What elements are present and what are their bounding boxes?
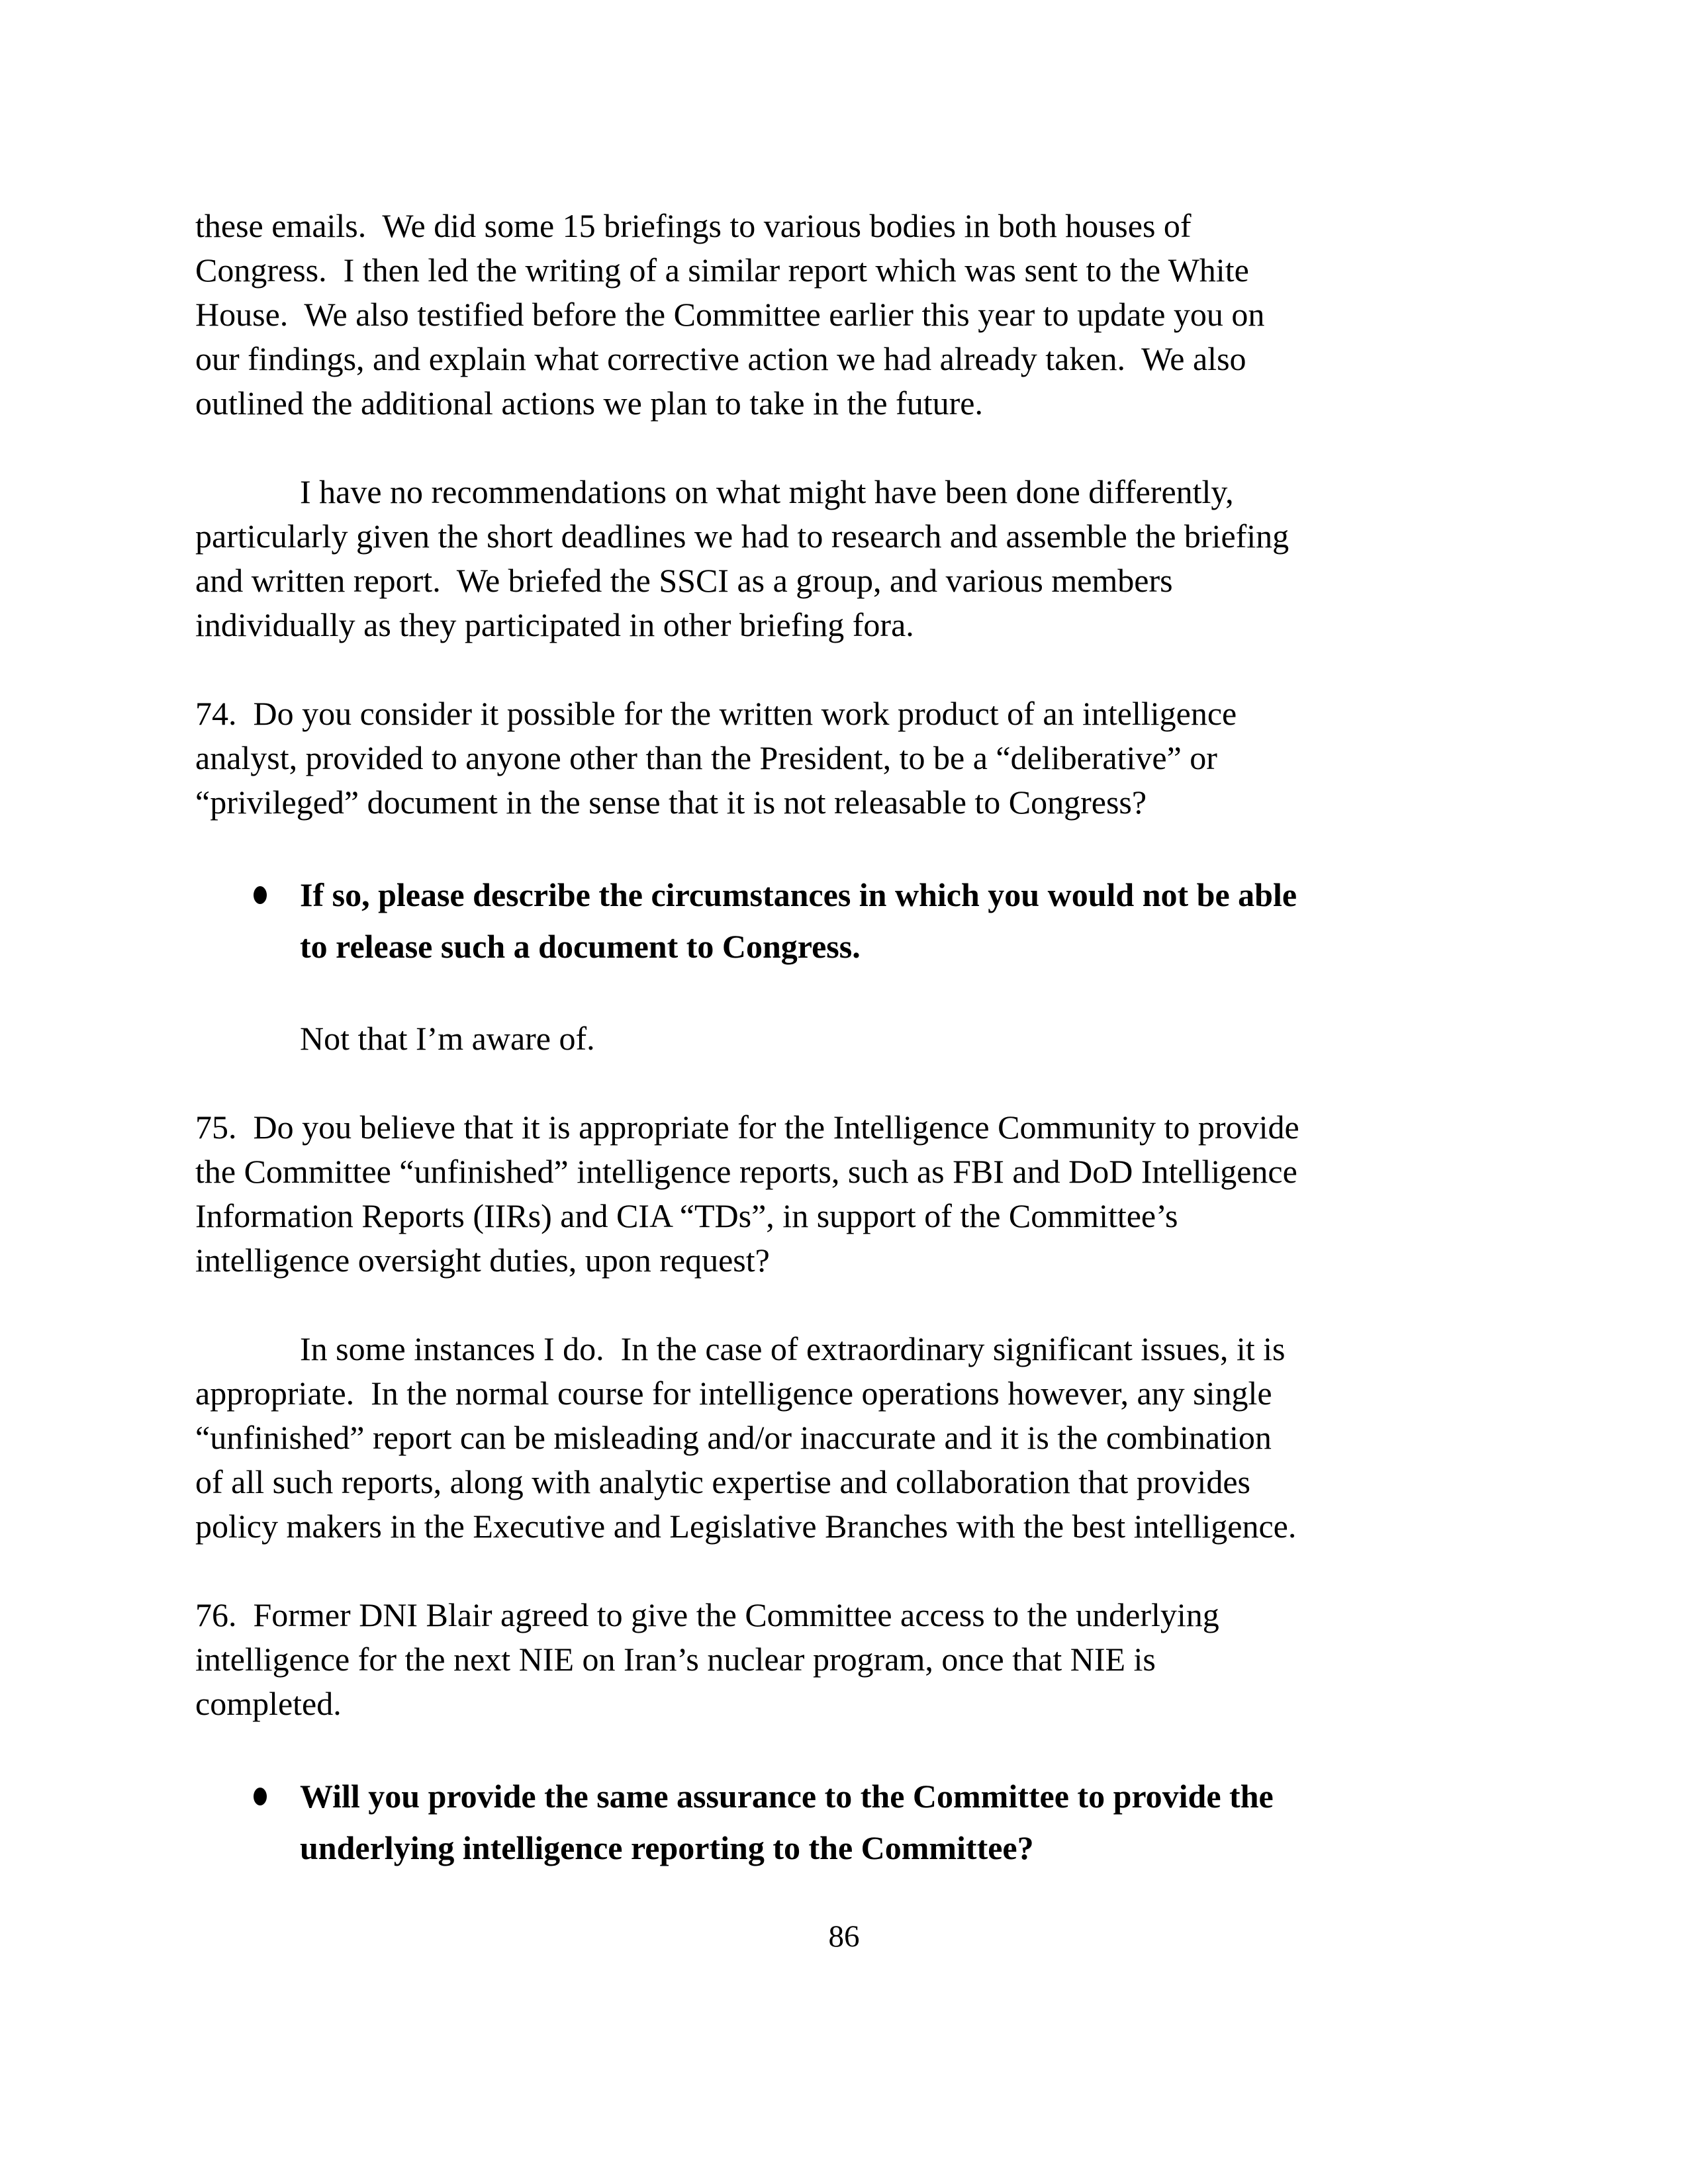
text-line: Congress. I then led the writing of a similar report which was sent to the White bbox=[195, 251, 1249, 289]
text-line: outlined the additional actions we plan to take in the future. bbox=[195, 385, 983, 422]
text-line: these emails. We did some 15 briefings to various bodies in both houses of bbox=[195, 207, 1192, 244]
text-line: the Committee “unfinished” intelligence reports, such as FBI and DoD Intelligence bbox=[195, 1153, 1297, 1190]
text-line: Will you provide the same assurance to the Committee to provide the bbox=[300, 1778, 1274, 1815]
document-body bbox=[195, 204, 1503, 1874]
bullet-icon bbox=[254, 886, 267, 904]
question-block bbox=[195, 1105, 1503, 1283]
text-line: intelligence for the next NIE on Iran’s nuclear program, once that NIE is bbox=[195, 1641, 1156, 1678]
text-line: and written report. We briefed the SSCI as a group, and various members bbox=[195, 562, 1173, 599]
text-line: House. We also testified before the Committee earlier this year to update you on bbox=[195, 296, 1265, 333]
question-block bbox=[195, 1593, 1503, 1726]
answer-block bbox=[195, 470, 1503, 647]
text-line: underlying intelligence reporting to the Committee? bbox=[300, 1829, 1034, 1866]
text-line: individually as they participated in other briefing fora. bbox=[195, 606, 914, 643]
text-line: intelligence oversight duties, upon request? bbox=[195, 1242, 770, 1279]
text-line: appropriate. In the normal course for intelligence operations however, any single bbox=[195, 1375, 1272, 1412]
text-line: “unfinished” report can be misleading and/or inaccurate and it is the combination bbox=[195, 1419, 1272, 1456]
text-line: Information Reports (IIRs) and CIA “TDs”, in support of the Committee’s bbox=[195, 1197, 1178, 1234]
page-number: 86 bbox=[828, 1919, 860, 1954]
text-line: our findings, and explain what corrective action we had already taken. We also bbox=[195, 340, 1246, 377]
text-line: 76. Former DNI Blair agreed to give the Committee access to the underlying bbox=[195, 1596, 1219, 1633]
text-line: 75. Do you believe that it is appropriate for the Intelligence Community to provide bbox=[195, 1109, 1299, 1146]
text-line: policy makers in the Executive and Legislative Branches with the best intelligence. bbox=[195, 1508, 1297, 1545]
paragraph-block bbox=[195, 204, 1503, 426]
text-line: completed. bbox=[195, 1685, 342, 1722]
text-line: “privileged” document in the sense that it is not releasable to Congress? bbox=[195, 784, 1147, 821]
text-line: particularly given the short deadlines we had to research and assemble the briefing bbox=[195, 518, 1289, 555]
text-line: of all such reports, along with analytic expertise and collaboration that provides bbox=[195, 1463, 1250, 1500]
answer-block bbox=[195, 1017, 1503, 1061]
text-line: to release such a document to Congress. bbox=[300, 928, 861, 965]
bullet-icon bbox=[254, 1788, 267, 1805]
text-line: 74. Do you consider it possible for the written work product of an intelligence bbox=[195, 695, 1237, 732]
bullet-block bbox=[195, 869, 1503, 972]
bullet-block bbox=[195, 1770, 1503, 1874]
answer-block bbox=[195, 1327, 1503, 1549]
question-block bbox=[195, 692, 1503, 825]
text-line: I have no recommendations on what might have been done differently, bbox=[300, 473, 1234, 510]
text-line: analyst, provided to anyone other than the President, to be a “deliberative” or bbox=[195, 739, 1217, 776]
text-line: In some instances I do. In the case of extraordinary significant issues, it is bbox=[300, 1330, 1286, 1367]
text-line: If so, please describe the circumstances in which you would not be able bbox=[300, 876, 1297, 913]
text-line: Not that I’m aware of. bbox=[300, 1020, 595, 1057]
